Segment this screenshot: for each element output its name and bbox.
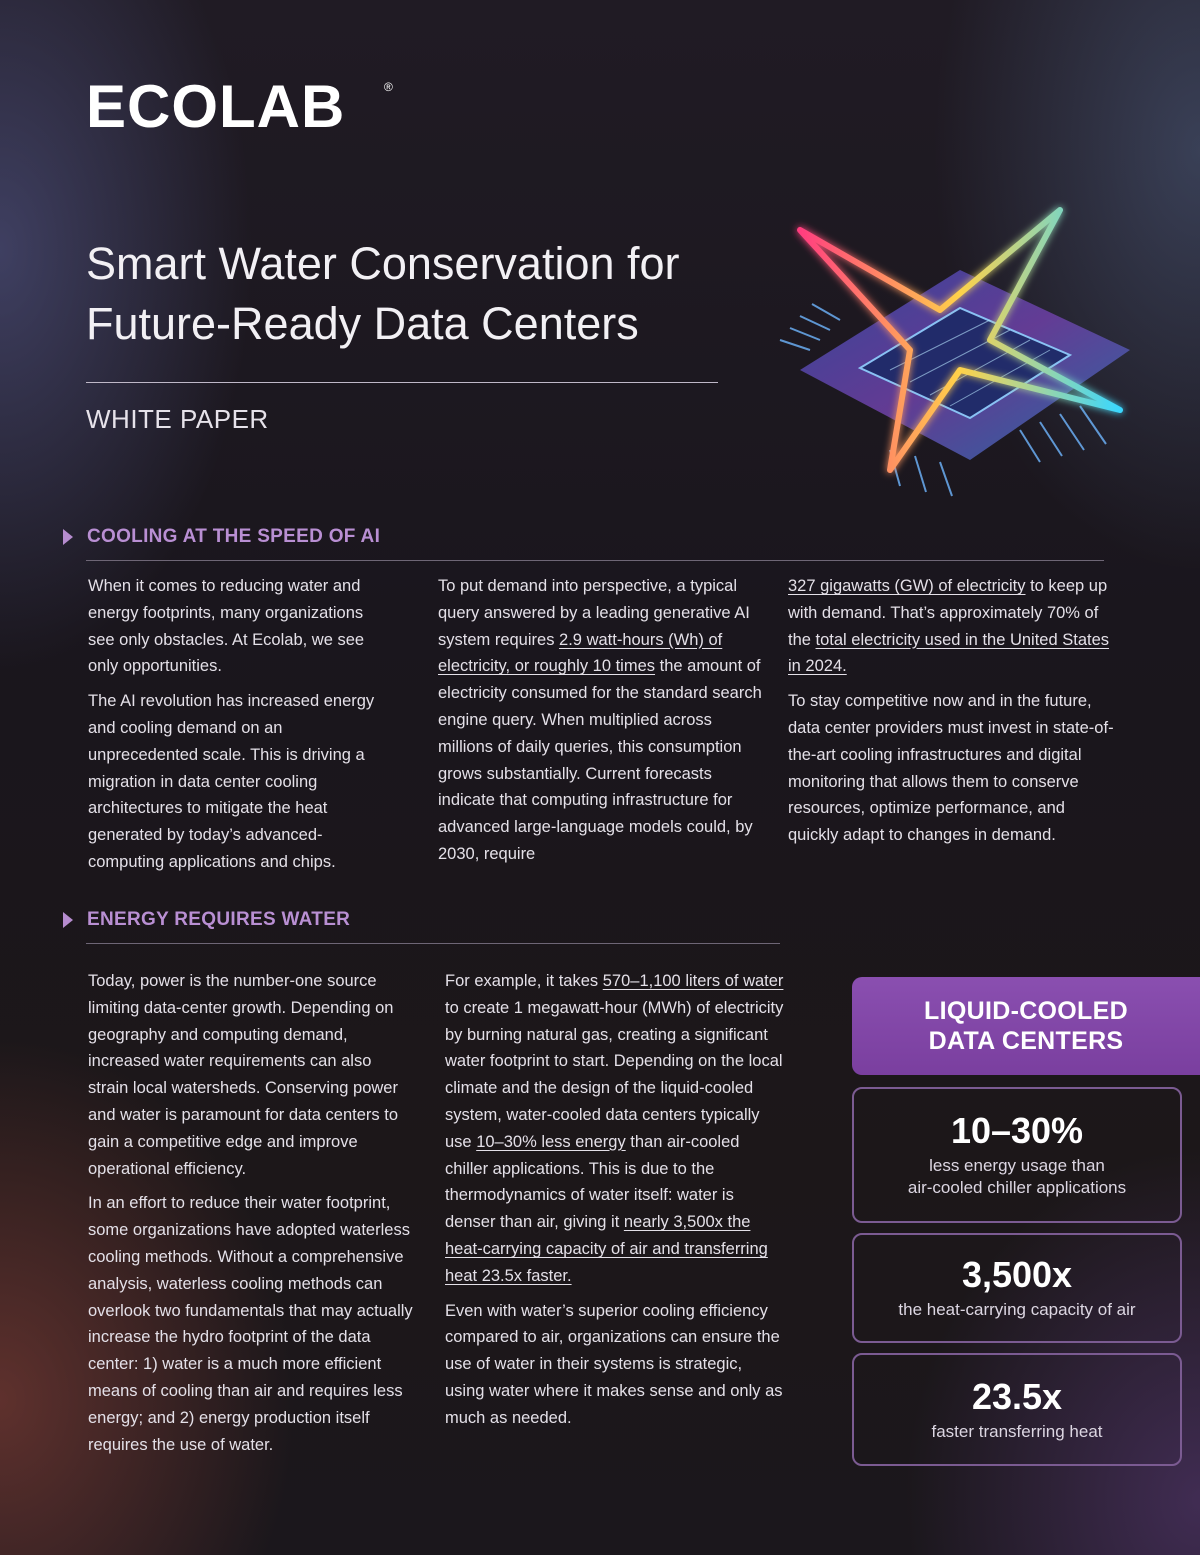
paragraph: To stay competitive now and in the future, data center providers must invest in state-of-the-art cooling infrastructures and digital monitoring that allows them to conserve resources, optimize performance, and quickly adapt to changes in demand. (788, 692, 1114, 845)
caret-right-icon (63, 529, 73, 545)
title-line-1: Smart Water Conservation for (86, 238, 680, 289)
stat-card-energy (852, 1087, 1182, 1223)
title-line-2: Future-Ready Data Centers (86, 298, 639, 349)
source-link[interactable]: 570–1,100 liters of water (602, 972, 784, 990)
section-heading-cooling (63, 526, 380, 548)
stat-description: the heat-carrying capacity of air (898, 1300, 1136, 1319)
stat-value: 3,500x (961, 1254, 1073, 1295)
paragraph (788, 573, 1118, 680)
paragraph: When it comes to reducing water and energy footprints, many organizations see only obstacles. At Ecolab, we see only opportunities. (88, 577, 365, 676)
neon-chip-illustration (740, 200, 1160, 500)
text-run: For example, it takes (445, 972, 603, 990)
text-run: to keep up with demand. That’s approximately 70% of the (788, 577, 1108, 649)
paragraph: In an effort to reduce their water footprint, some organizations have adopted waterless cooling methods. Without a comprehensive analysis, waterless cooling methods can overlook two fundamentals that may actually increase the hydro footprint of the data center: 1) water is a much more efficient means of cooling than air and requires less energy; and 2) energy production itself requires the use of water. (88, 1194, 413, 1454)
section-title: ENERGY REQUIRES WATER (87, 909, 351, 930)
caret-right-icon (63, 912, 73, 928)
stats-header (852, 977, 1200, 1075)
stat-value: 10–30% (950, 1110, 1084, 1151)
ecolab-logo (86, 73, 406, 140)
section-heading-energy (63, 909, 350, 931)
paragraph: The AI revolution has increased energy and cooling demand on an unprecedented scale. This is driving a migration in data center cooling architectures to mitigate the heat generated by today’s advanced-computing applications and chips. (88, 692, 375, 871)
paragraph (438, 573, 763, 868)
source-link[interactable]: nearly 3,500x the heat-carrying capacity of air and transferring heat 23.5x faster. (445, 1213, 768, 1285)
source-link[interactable]: 327 gigawatts (GW) of electricity (788, 577, 1026, 595)
section-divider (86, 943, 780, 944)
text-run: to create 1 megawatt-hour (MWh) of electricity by burning natural gas, creating a significant water footprint to start. Depending on the local climate and the design of the liquid-cooled system, water-cooled data centers typically use (445, 998, 784, 1151)
text-run: than air-cooled chiller applications. This is due to the thermodynamics of water itself: water is denser than air, giving it (445, 1132, 740, 1232)
paragraph: Today, power is the number-one source limiting data-center growth. Depending on geography and computing demand, increased water requirements can also strain local watersheds. Conserving power and water is paramount for data centers to gain a competitive edge and improve operational efficiency. (88, 972, 399, 1178)
section-divider (86, 560, 1104, 561)
stats-header-line-2: DATA CENTERS (928, 1027, 1124, 1055)
document-type: WHITE PAPER (86, 404, 269, 434)
stat-description (908, 1155, 1126, 1199)
stat-card-capacity (852, 1233, 1182, 1343)
energy-column-1 (88, 968, 413, 1466)
logo-text: ECOLAB (86, 73, 346, 140)
stat-description: faster transferring heat (931, 1421, 1103, 1441)
cooling-column-1 (88, 573, 388, 884)
registered-mark: ® (384, 80, 393, 94)
source-link[interactable]: total electricity used in the United States in 2024. (788, 630, 1110, 676)
section-title: COOLING AT THE SPEED OF AI (87, 526, 381, 547)
text-run: To put demand into perspective, a typical query answered by a leading generative AI system requires (438, 577, 750, 649)
stats-header-line-1: LIQUID-COOLED (924, 997, 1128, 1025)
title-divider (86, 382, 718, 383)
page-title (86, 234, 746, 354)
stat-card-transfer (852, 1353, 1182, 1466)
stat-desc-line: less energy usage than (929, 1156, 1105, 1175)
stat-value: 23.5x (971, 1375, 1063, 1417)
text-run: the amount of electricity consumed for the standard search engine query. When multiplied across millions of daily queries, this consumption grows substantially. Current forecasts indicate that computing infrastructure for advanced large-language models could, by 2030, require (438, 657, 762, 863)
source-link[interactable]: 10–30% less energy (476, 1132, 626, 1151)
stat-desc-line: air-cooled chiller applications (907, 1178, 1127, 1197)
paragraph: Even with water’s superior cooling efficiency compared to air, organizations can ensure the use of water in their systems is strategic, using water where it makes sense and only as much as needed. (445, 1301, 783, 1427)
cooling-column-2 (438, 573, 763, 876)
cooling-column-3 (788, 573, 1118, 857)
paragraph (445, 968, 785, 1290)
energy-column-2 (445, 968, 785, 1440)
source-link[interactable]: 2.9 watt-hours (Wh) of electricity, or roughly 10 times (438, 630, 723, 676)
